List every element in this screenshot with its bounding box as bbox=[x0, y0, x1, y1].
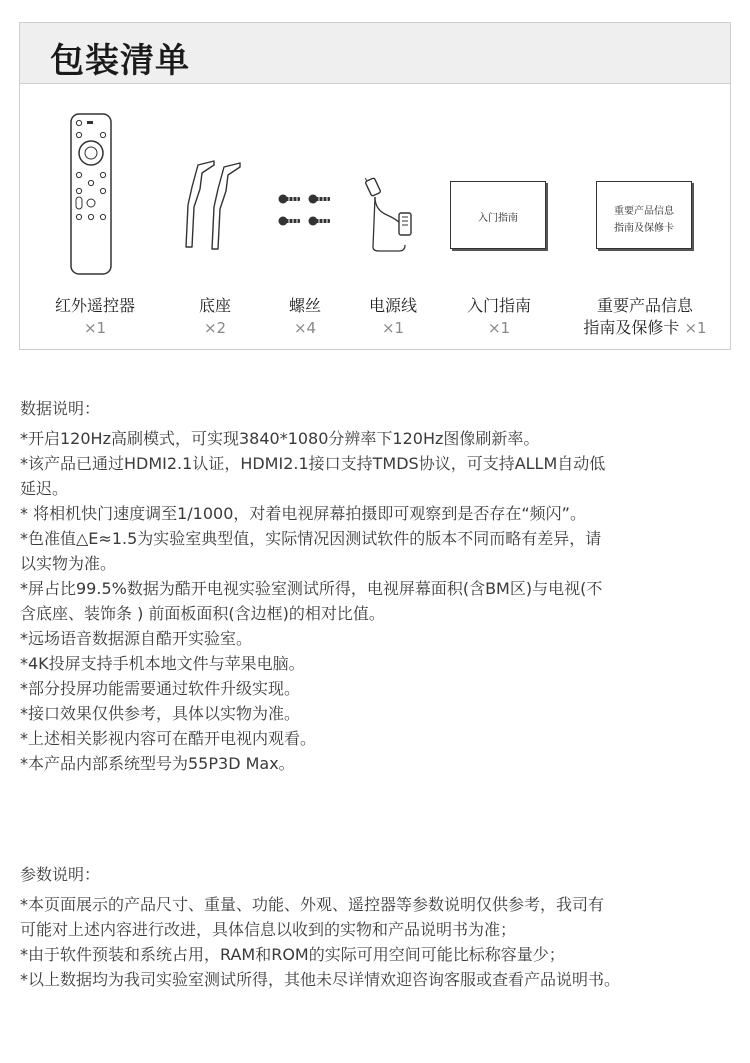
note-line: *色准值△E≈1.5为实验室典型值，实际情况因测试软件的版本不同而略有差异，请 bbox=[20, 529, 602, 548]
booklet-label-line2: 指南及保修卡 bbox=[614, 223, 674, 234]
item-qty: ×2 bbox=[203, 319, 227, 337]
warranty-booklet-icon bbox=[596, 181, 692, 249]
item-quick-guide bbox=[452, 295, 546, 339]
item-remote bbox=[40, 295, 150, 339]
item-qty: ×1 bbox=[487, 319, 511, 337]
item-name: 入门指南 bbox=[466, 296, 531, 315]
item-stand bbox=[175, 295, 255, 339]
note-line: 延迟。 bbox=[20, 479, 69, 498]
note-line: *屏占比99.5%数据为酷开电视实验室测试所得，电视屏幕面积(含BM区)与电视(不 bbox=[20, 579, 603, 598]
item-name: 电源线 bbox=[368, 296, 417, 315]
item-name: 红外遥控器 bbox=[54, 296, 135, 315]
item-qty: ×1 bbox=[684, 319, 707, 337]
data-notes bbox=[20, 396, 605, 776]
item-qty: ×1 bbox=[83, 319, 107, 337]
note-line: *本页面展示的产品尺寸、重量、功能、外观、遥控器等参数说明仅供参考，我司有 bbox=[20, 895, 605, 914]
note-line: 以实物为准。 bbox=[20, 554, 117, 573]
item-qty: ×1 bbox=[381, 319, 405, 337]
booklet-label-line1: 重要产品信息 bbox=[614, 206, 674, 217]
item-qty: ×4 bbox=[293, 319, 317, 337]
note-line: *由于软件预装和系统占用，RAM和ROM的实际可用空间可能比标称容量少； bbox=[20, 945, 565, 964]
note-line: 可能对上述内容进行改进，具体信息以收到的实物和产品说明书为准； bbox=[20, 920, 517, 939]
item-name: 螺丝 bbox=[288, 296, 321, 315]
item-power-cord bbox=[355, 295, 431, 339]
booklet-label: 入门指南 bbox=[478, 213, 518, 224]
quick-guide-booklet-icon bbox=[450, 181, 546, 249]
note-line: *以上数据均为我司实验室测试所得，其他未尽详情欢迎咨询客服或查看产品说明书。 bbox=[20, 970, 621, 989]
note-line: *远场语音数据源自酷开实验室。 bbox=[20, 629, 253, 648]
power-cord-icon bbox=[365, 175, 415, 255]
note-line: *上述相关影视内容可在酷开电视内观看。 bbox=[20, 729, 317, 748]
note-line: *部分投屏功能需要通过软件升级实现。 bbox=[20, 679, 301, 698]
packing-list-title: 包装清单 bbox=[50, 41, 190, 81]
packing-list-header bbox=[20, 23, 730, 84]
stand-icon bbox=[180, 159, 250, 254]
packing-list-box bbox=[19, 22, 731, 350]
screw-icon bbox=[278, 193, 336, 233]
item-name-line1: 重要产品信息 bbox=[596, 296, 693, 315]
note-line: *开启120Hz高刷模式，可实现3840*1080分辨率下120Hz图像刷新率。 bbox=[20, 429, 540, 448]
note-line: *本产品内部系统型号为55P3D Max。 bbox=[20, 754, 295, 773]
note-line: *4K投屏支持手机本地文件与苹果电脑。 bbox=[20, 654, 305, 673]
item-name: 底座 bbox=[198, 296, 231, 315]
item-warranty-card bbox=[570, 295, 720, 339]
param-notes-heading: 参数说明： bbox=[20, 865, 101, 884]
data-notes-heading: 数据说明： bbox=[20, 399, 101, 418]
item-screw bbox=[270, 295, 340, 339]
remote-control-icon bbox=[70, 113, 112, 275]
note-line: *该产品已通过HDMI2.1认证，HDMI2.1接口支持TMDS协议，可支持ALLM自动低 bbox=[20, 454, 606, 473]
note-line: *接口效果仅供参考，具体以实物为准。 bbox=[20, 704, 301, 723]
item-name-line2: 指南及保修卡 bbox=[583, 318, 680, 337]
note-line: * 将相机快门速度调至1/1000，对着电视屏幕拍摄即可观察到是否存在“频闪”。 bbox=[20, 504, 586, 523]
note-line: 含底座、装饰条 ) 前面板面积(含边框)的相对比值。 bbox=[20, 604, 385, 623]
param-notes bbox=[20, 862, 620, 992]
